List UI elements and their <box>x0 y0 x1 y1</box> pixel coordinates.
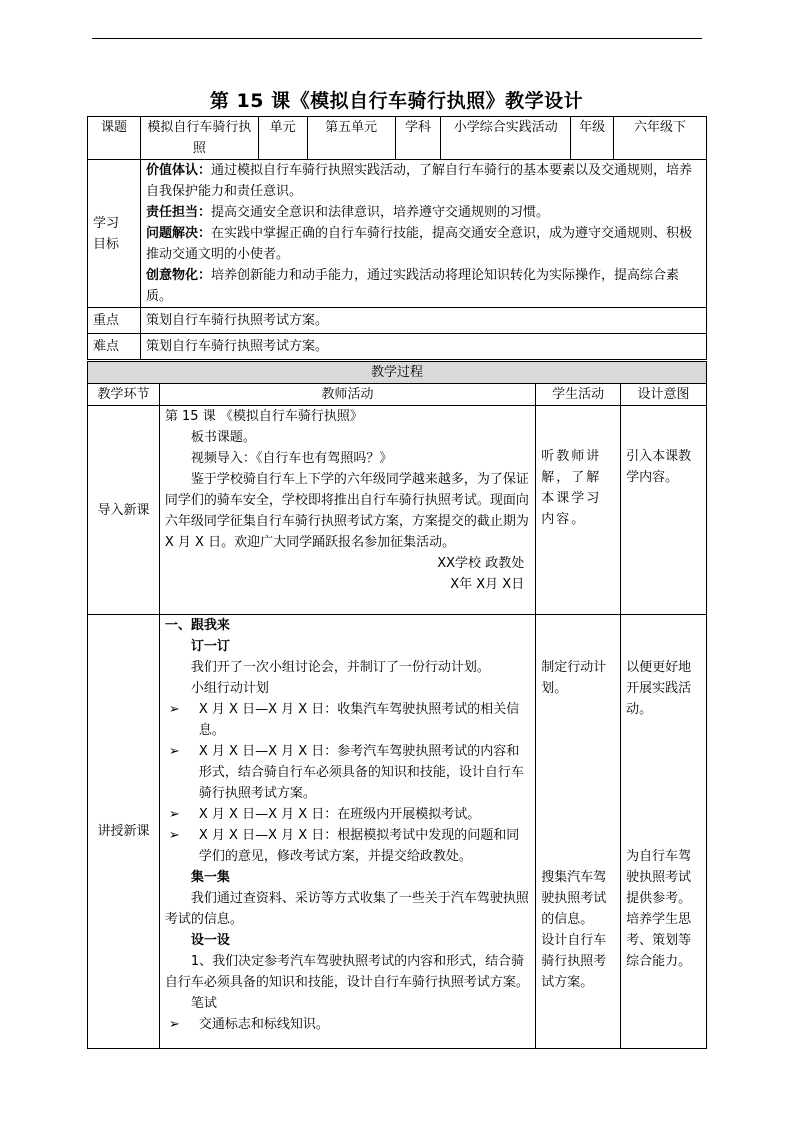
intro-student: 听教师讲解，了解本课学习内容。 <box>536 406 621 615</box>
lesson-intent <box>621 615 707 1049</box>
course-label: 课题 <box>88 117 141 160</box>
plan-item: ➢ X 月 X 日—X 月 X 日：在班级内开展模拟考试。 <box>168 807 481 822</box>
lesson-student-2: 搜集汽车驾驶执照考试的信息。 <box>541 870 607 927</box>
difficult-point-label: 难点 <box>88 334 141 360</box>
intro-sign-org: XX学校 政教处 <box>437 556 525 571</box>
key-point-text: 策划自行车骑行执照考试方案。 <box>140 308 706 334</box>
unit-value: 第五单元 <box>307 117 395 160</box>
intro-video: 视频导入：《自行车也有驾照吗？》 <box>190 451 393 466</box>
unit-label: 单元 <box>258 117 307 160</box>
goal-item: 创意物化：培养创新能力和动手能力，通过实践活动将理论知识转化为实际操作，提高综合素质。 <box>145 268 679 304</box>
grade-label: 年级 <box>571 117 614 160</box>
difficult-point-text: 策划自行车骑行执照考试方案。 <box>140 334 706 360</box>
subject-label: 学科 <box>395 117 441 160</box>
lesson-student <box>536 615 621 1049</box>
lesson-student-1: 制定行动计划。 <box>541 660 607 696</box>
lesson-sub1-title: 订一订 <box>190 639 230 654</box>
lesson-intent-1: 以便更好地开展实践活动。 <box>626 660 692 717</box>
intro-notice: 鉴于学校骑自行车上下学的六年级同学越来越多，为了保证同学们的骑车安全，学校即将推出自行车骑行执照考试。现面向六年级同学征集自行车骑行执照考试方案，方案提交的截止期为 X 月 X 日。欢迎广大同学踊跃报名参加征集活动。 <box>164 472 529 550</box>
goals-content <box>140 160 706 308</box>
page-title: 第 15 课《模拟自行车骑行执照》教学设计 <box>209 90 584 112</box>
intro-intent: 引入本课教学内容。 <box>621 406 707 615</box>
goals-label: 学习目标 <box>88 160 141 308</box>
lesson-section-title: 一、跟我来 <box>164 618 230 633</box>
info-table <box>87 116 707 360</box>
grade-value: 六年级下 <box>614 117 707 160</box>
plan-item: ➢ X 月 X 日—X 月 X 日：参考汽车驾驶执照考试的内容和形式，结合骑自行车必须具备的知识和技能，设计自行车骑行执照考试方案。 <box>168 744 524 801</box>
col-stage: 教学环节 <box>88 384 160 406</box>
intro-lesson-line: 第 15 课 《模拟自行车骑行执照》 <box>164 409 363 424</box>
col-intent: 设计意图 <box>621 384 707 406</box>
intro-board: 板书课题。 <box>190 430 256 445</box>
intro-stage: 导入新课 <box>88 406 160 615</box>
lesson-plan-title: 小组行动计划 <box>190 681 269 696</box>
plan-item: ➢ X 月 X 日—X 月 X 日：收集汽车驾驶执照考试的相关信息。 <box>168 702 520 738</box>
goal-item: 问题解决：在实践中掌握正确的自行车骑行技能，提高交通安全意识，成为遵守交通规则、积极推动交通文明的小使者。 <box>145 226 692 262</box>
lesson-intent-2: 为自行车驾驶执照考试提供参考。 <box>626 849 692 906</box>
lesson-student-3: 设计自行车骑行执照考试方案。 <box>541 933 607 990</box>
goal-item: 责任担当：提高交通安全意识和法律意识，培养遵守交通规则的习惯。 <box>145 205 549 220</box>
header-rule <box>92 38 702 39</box>
intro-teacher <box>159 406 535 615</box>
lesson-sub1-text: 我们开了一次小组讨论会，并制订了一份行动计划。 <box>190 660 490 675</box>
lesson-sub3-text: 1、我们决定参考汽车驾驶执照考试的内容和形式，结合骑自行车必须具备的知识和技能，设计自行车骑行执照考试方案。 <box>164 954 529 990</box>
goal-item: 价值体认：通过模拟自行车骑行执照实践活动，了解自行车骑行的基本要素以及交通规则，培养自我保护能力和责任意识。 <box>145 163 692 199</box>
lesson-intent-3: 培养学生思考、策划等综合能力。 <box>626 912 692 969</box>
col-student: 学生活动 <box>536 384 621 406</box>
lesson-sub3-title: 设一设 <box>190 933 230 948</box>
intro-sign-date: X年 X月 X日 <box>450 577 525 592</box>
lesson-stage: 讲授新课 <box>88 615 160 1049</box>
subject-value: 小学综合实践活动 <box>441 117 571 160</box>
lesson-sub2-text: 我们通过查资料、采访等方式收集了一些关于汽车驾驶执照考试的信息。 <box>164 891 529 927</box>
lesson-written-title: 笔试 <box>190 996 217 1011</box>
course-value: 模拟自行车骑行执照 <box>140 117 258 160</box>
lesson-teacher <box>159 615 535 1049</box>
process-header: 教学过程 <box>88 362 707 384</box>
process-table <box>87 361 707 1049</box>
key-point-label: 重点 <box>88 308 141 334</box>
written-item: ➢ 交通标志和标线知识。 <box>168 1017 329 1032</box>
col-teacher: 教师活动 <box>159 384 535 406</box>
lesson-sub2-title: 集一集 <box>190 870 230 885</box>
plan-item: ➢ X 月 X 日—X 月 X 日：根据模拟考试中发现的问题和同学们的意见，修改考试方案，并提交给政教处。 <box>168 828 520 864</box>
